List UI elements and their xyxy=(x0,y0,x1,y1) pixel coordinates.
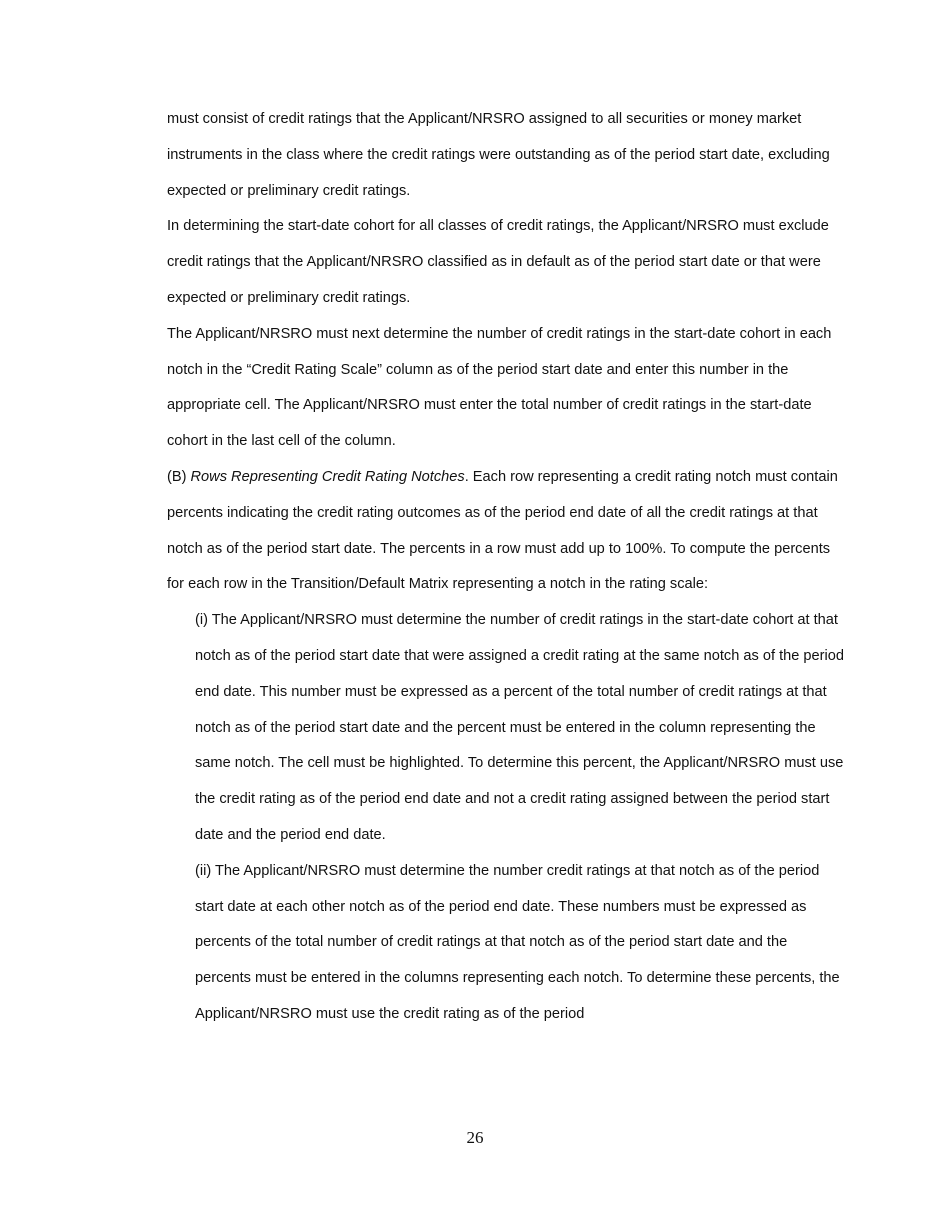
paragraph-item-i: (i) The Applicant/NRSRO must determine the number of credit ratings in the start-date cohort at that notch as of the period start date that were assigned a credit rating at the same notch as of the period end date. This number must be expressed as a percent of the total number of credit ratings at that notch as of the period start date and the percent must be entered in the column representing the same notch. The cell must be highlighted. To determine this percent, the Applicant/NRSRO must use the credit rating as of the period end date and not a credit rating assigned between the period start date and the period end date. xyxy=(195,612,845,843)
paragraph-rows-representing-notches xyxy=(167,460,847,603)
paragraph-notch-counts: The Applicant/NRSRO must next determine the number of credit ratings in the start-date cohort in each notch in the “Credit Rating Scale” column as of the period start date and enter this number in the appropriate cell. The Applicant/NRSRO must enter the total number of credit ratings in the start-date cohort in the last cell of the column. xyxy=(167,325,832,450)
paragraph-start-date-cohort-exclusions: In determining the start-date cohort for all classes of credit ratings, the Applicant/NRSRO must exclude credit ratings that the Applicant/NRSRO classified as in default as of the period start date or that were expected or preliminary credit ratings. xyxy=(167,218,829,306)
page-number: 26 xyxy=(466,1128,484,1147)
section-label: (B) xyxy=(167,468,191,485)
body-text xyxy=(167,102,847,1033)
paragraph-start-date-cohort-continuation: must consist of credit ratings that the Applicant/NRSRO assigned to all securities or money market instruments in the class where the credit ratings were outstanding as of the period start date, excluding expected or preliminary credit ratings. xyxy=(167,111,830,199)
section-body: . Each row representing a credit rating notch must contain percents indicating the credit rating outcomes as of the period end date of all the credit ratings at that notch as of the period start date. The percents in a row must add up to 100%. To compute the percents for each row in the Transition/Default Matrix representing a notch in the rating scale: xyxy=(167,468,838,593)
section-heading: Rows Representing Credit Rating Notches xyxy=(190,468,465,485)
paragraph-item-ii: (ii) The Applicant/NRSRO must determine the number credit ratings at that notch as of the period start date at each other notch as of the period end date. These numbers must be expressed as percents of the total number of credit ratings at that notch as of the period start date and the percents must be entered in the columns representing each notch. To determine these percents, the Applicant/NRSRO must use the credit rating as of the period xyxy=(195,862,840,1022)
